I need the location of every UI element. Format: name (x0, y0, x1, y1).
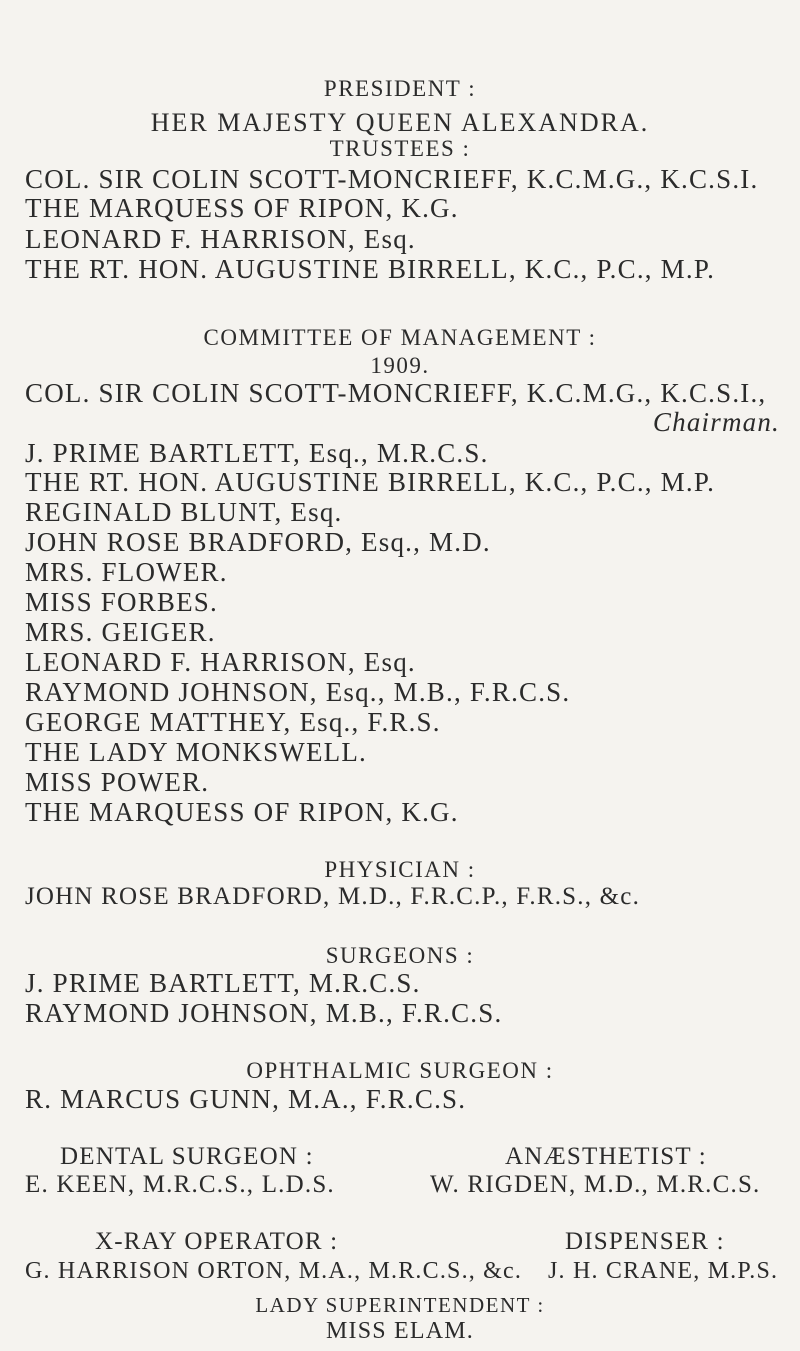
dispenser-heading: DISPENSER : (565, 1228, 725, 1255)
committee-heading: COMMITTEE OF MANAGEMENT : (203, 325, 597, 350)
xray-name: G. HARRISON ORTON, M.A., M.R.C.S., &c. (25, 1258, 523, 1284)
dental-name: E. KEEN, M.R.C.S., L.D.S. (25, 1171, 335, 1198)
committee-member: J. PRIME BARTLETT, Esq., M.R.C.S. (25, 438, 489, 468)
committee-member: REGINALD BLUNT, Esq. (25, 497, 343, 527)
dispenser-name: J. H. CRANE, M.P.S. (548, 1258, 779, 1284)
trustees-heading: TRUSTEES : (329, 136, 471, 161)
committee-member: GEORGE MATTHEY, Esq., F.R.S. (25, 707, 441, 737)
trustee-4: THE RT. HON. AUGUSTINE BIRRELL, K.C., P.C., M.P. (25, 254, 716, 284)
committee-member: MRS. GEIGER. (25, 617, 216, 647)
committee-chairman-role: Chairman. (652, 407, 780, 437)
anaesthetist-name: W. RIGDEN, M.D., M.R.C.S. (430, 1171, 761, 1198)
surgeons-heading: SURGEONS : (325, 943, 475, 968)
president-heading: PRESIDENT : (323, 76, 477, 101)
committee-member: MRS. FLOWER. (25, 557, 228, 587)
anaesthetist-heading: ANÆSTHETIST : (505, 1143, 707, 1170)
president-name: HER MAJESTY QUEEN ALEXANDRA. (150, 108, 650, 137)
committee-year: 1909. (370, 353, 430, 378)
ophthalmic-heading: OPHTHALMIC SURGEON : (246, 1058, 554, 1083)
committee-member: THE LADY MONKSWELL. (25, 737, 368, 767)
physician-name: JOHN ROSE BRADFORD, M.D., F.R.C.P., F.R.S., &c. (25, 883, 641, 910)
trustee-1: COL. SIR COLIN SCOTT-MONCRIEFF, K.C.M.G., K.C.S.I. (25, 164, 759, 194)
committee-member: MISS POWER. (25, 767, 210, 797)
lady-superintendent-heading: LADY SUPERINTENDENT : (255, 1293, 545, 1317)
committee-member: MISS FORBES. (25, 587, 218, 617)
ophthalmic-name: R. MARCUS GUNN, M.A., F.R.C.S. (25, 1084, 467, 1114)
lady-superintendent-name: MISS ELAM. (325, 1318, 475, 1344)
committee-member: THE RT. HON. AUGUSTINE BIRRELL, K.C., P.C., M.P. (25, 467, 716, 497)
surgeon-1: J. PRIME BARTLETT, M.R.C.S. (25, 968, 421, 998)
trustee-3: LEONARD F. HARRISON, Esq. (25, 224, 416, 254)
physician-heading: PHYSICIAN : (324, 857, 476, 882)
committee-member: JOHN ROSE BRADFORD, Esq., M.D. (25, 527, 491, 557)
committee-member: RAYMOND JOHNSON, Esq., M.B., F.R.C.S. (25, 677, 571, 707)
surgeon-2: RAYMOND JOHNSON, M.B., F.R.C.S. (25, 998, 503, 1028)
committee-chairman-name: COL. SIR COLIN SCOTT-MONCRIEFF, K.C.M.G., K.C.S.I., (25, 378, 767, 408)
trustee-2: THE MARQUESS OF RIPON, K.G. (25, 193, 459, 223)
xray-heading: X-RAY OPERATOR : (95, 1228, 339, 1255)
committee-member: LEONARD F. HARRISON, Esq. (25, 647, 416, 677)
committee-member: THE MARQUESS OF RIPON, K.G. (25, 797, 459, 827)
dental-heading: DENTAL SURGEON : (60, 1143, 314, 1170)
